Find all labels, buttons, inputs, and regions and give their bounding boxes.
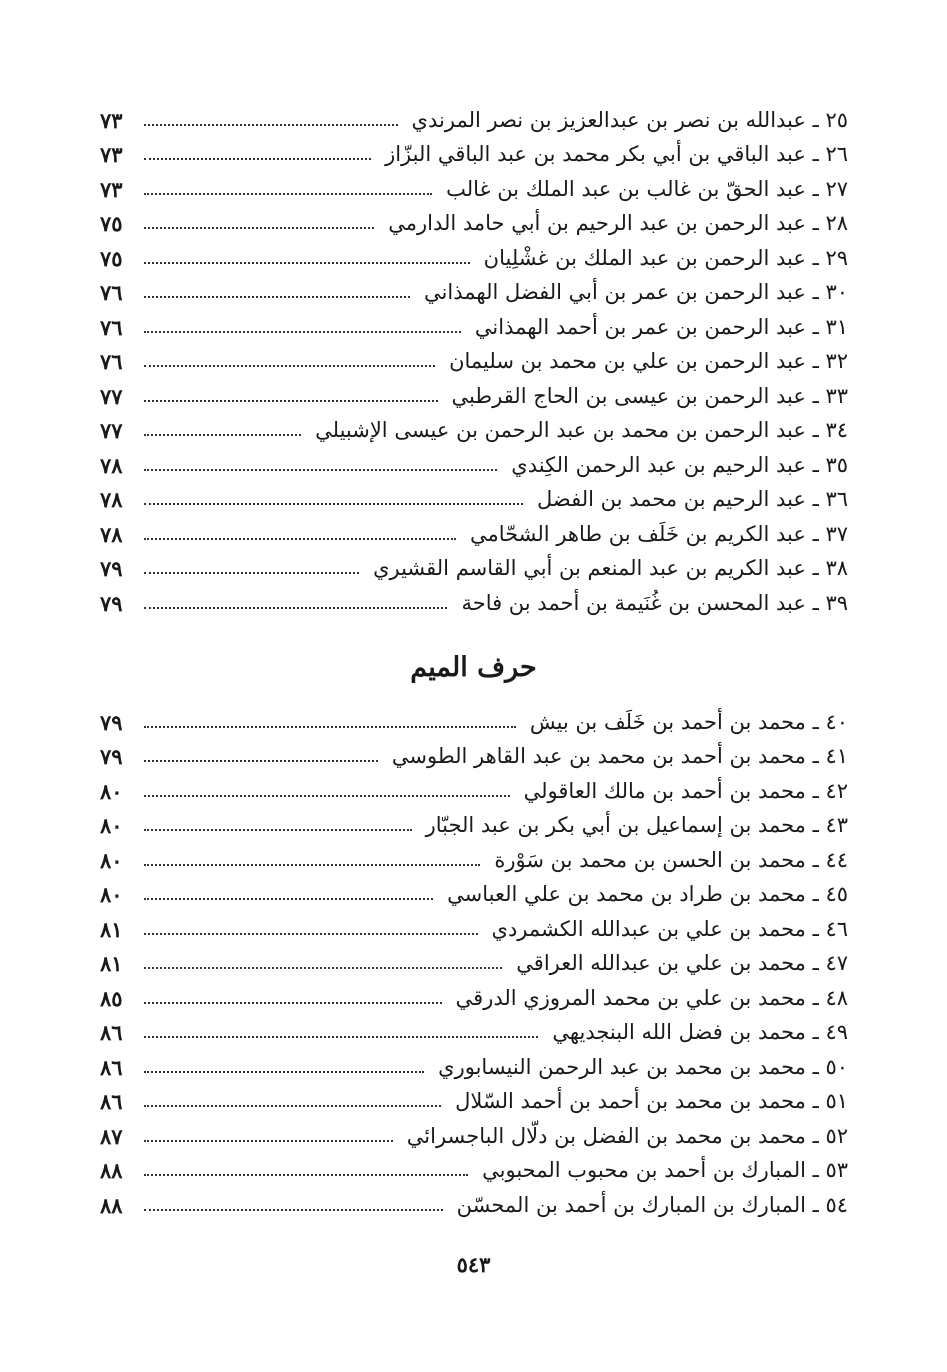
entry-title: ٤٣ ـ محمد بن إسماعيل بن أبي بكر بن عبد الجبّار <box>425 813 848 837</box>
entry-page-number: ٧٨ <box>100 487 123 512</box>
entry-title: ٤٨ ـ محمد بن علي بن محمد المروزي الدرقي <box>455 985 848 1010</box>
dot-leader <box>144 1035 538 1038</box>
dot-leader <box>144 330 461 333</box>
entry-title: ٤٤ ـ محمد بن الحسن بن محمد بن سَوْرة <box>494 847 848 872</box>
toc-entry <box>100 905 848 940</box>
dot-leader <box>144 468 497 471</box>
entry-page-number: ٧٩ <box>100 590 123 616</box>
entry-title: ٣٩ ـ عبد المحسن بن غُنَيمة بن أحمد بن فاحة <box>461 590 848 615</box>
entry-page-number: ٧٦ <box>100 280 123 305</box>
entry-page-number: ٨٥ <box>100 985 123 1011</box>
dot-leader <box>144 1070 424 1073</box>
dot-leader <box>144 571 359 574</box>
toc-entry <box>100 767 848 802</box>
toc-entry <box>100 940 848 975</box>
entry-title: ٢٨ ـ عبد الرحمن بن عبد الرحيم بن أبي حامد الدارمي <box>388 211 848 235</box>
entry-title: ٣٧ ـ عبد الكريم بن خَلَف بن طاهر الشحّامي <box>469 521 848 546</box>
entry-page-number: ٧٣ <box>100 107 123 133</box>
toc-entry <box>100 698 848 733</box>
entry-page-number: ٧٩ <box>100 744 123 769</box>
dot-leader <box>144 123 398 126</box>
entry-page-number: ٧٩ <box>100 709 123 735</box>
entry-title: ٣٥ ـ عبد الرحيم بن عبد الرحمن الكِندي <box>511 452 848 477</box>
toc-entry <box>100 303 848 338</box>
entry-title: ٣٦ ـ عبد الرحيم بن محمد بن الفضل <box>536 487 848 511</box>
toc-entry <box>100 234 848 269</box>
dot-leader <box>144 364 435 367</box>
toc-entry <box>100 733 848 768</box>
entry-page-number: ٨٦ <box>100 1089 123 1114</box>
dot-leader <box>144 759 378 762</box>
dot-leader <box>144 1001 442 1004</box>
entry-page-number: ٧٥ <box>100 211 123 236</box>
toc-entry <box>100 96 848 131</box>
entry-title: ٣٠ ـ عبد الرحمن بن عمر بن أبي الفضل الهمذاني <box>424 280 848 304</box>
dot-leader <box>144 226 374 229</box>
entry-page-number: ٨٧ <box>100 1123 123 1149</box>
toc-entry <box>100 1147 848 1182</box>
dot-leader <box>144 261 470 264</box>
dot-leader <box>144 399 438 402</box>
toc-entry <box>100 372 848 407</box>
entry-title: ٢٧ ـ عبد الحقّ بن غالب بن عبد الملك بن غالب <box>446 176 848 201</box>
entry-page-number: ٧٨ <box>100 521 123 547</box>
entry-page-number: ٧٣ <box>100 142 123 167</box>
dot-leader <box>144 433 301 436</box>
toc-entry <box>100 510 848 545</box>
entry-title: ٥٢ ـ محمد بن محمد بن الفضل بن دلّال الباجسرائي <box>406 1123 848 1148</box>
toc-list-ain <box>100 96 848 614</box>
toc-entry <box>100 579 848 614</box>
entry-title: ٢٥ ـ عبدالله بن نصر بن عبدالعزيز بن نصر المرندي <box>411 107 848 132</box>
dot-leader <box>144 932 478 935</box>
entry-title: ٤٥ ـ محمد بن طراد بن محمد بن علي العباسي <box>447 882 848 906</box>
entry-title: ٣١ ـ عبد الرحمن بن عمر بن أحمد الهمذاني <box>474 314 848 339</box>
entry-title: ٣٣ ـ عبد الرحمن بن عيسى بن الحاج القرطبي <box>451 383 848 408</box>
entry-title: ٢٦ ـ عبد الباقي بن أبي بكر محمد بن عبد الباقي البزّاز <box>385 142 848 166</box>
toc-entry <box>100 131 848 166</box>
toc-entry <box>100 476 848 511</box>
toc-entry <box>100 1009 848 1044</box>
entry-title: ٢٩ ـ عبد الرحمن بن عبد الملك بن غشْلِيان <box>483 245 848 270</box>
entry-page-number: ٧٦ <box>100 314 123 340</box>
dot-leader <box>144 606 447 609</box>
toc-entry <box>100 441 848 476</box>
entry-page-number: ٧٨ <box>100 452 123 478</box>
entry-page-number: ٧٦ <box>100 349 123 374</box>
entry-page-number: ٨٠ <box>100 847 123 873</box>
entry-title: ٤٦ ـ محمد بن علي بن عبدالله الكشمردي <box>491 916 848 941</box>
toc-entry <box>100 1181 848 1216</box>
dot-leader <box>144 157 371 160</box>
toc-list-mim <box>100 698 848 1216</box>
toc-entry <box>100 165 848 200</box>
entry-page-number: ٧٩ <box>100 556 123 581</box>
dot-leader <box>144 1139 393 1142</box>
toc-entry <box>100 802 848 837</box>
dot-leader <box>144 863 480 866</box>
entry-page-number: ٨٨ <box>100 1158 123 1183</box>
dot-leader <box>144 828 412 831</box>
toc-entry <box>100 338 848 373</box>
entry-title: ٣٢ ـ عبد الرحمن بن علي بن محمد بن سليمان <box>449 349 848 373</box>
dot-leader <box>144 1104 441 1107</box>
entry-page-number: ٨٨ <box>100 1192 123 1218</box>
toc-entry <box>100 1112 848 1147</box>
entry-title: ٥٣ ـ المبارك بن أحمد بن محبوب المحبوبي <box>482 1158 848 1182</box>
dot-leader <box>144 1173 468 1176</box>
entry-page-number: ٨١ <box>100 916 123 942</box>
dot-leader <box>144 897 433 900</box>
entry-page-number: ٧٧ <box>100 383 123 409</box>
toc-entry <box>100 836 848 871</box>
entry-page-number: ٨٠ <box>100 778 123 804</box>
page-number: ٥٤٣ <box>456 1252 491 1277</box>
entry-page-number: ٧٥ <box>100 245 123 271</box>
dot-leader <box>144 192 432 195</box>
toc-entry <box>100 545 848 580</box>
entry-page-number: ٨٠ <box>100 882 123 907</box>
entry-page-number: ٨٦ <box>100 1054 123 1080</box>
toc-entry <box>100 871 848 906</box>
entry-title: ٥١ ـ محمد بن محمد بن أحمد بن أحمد السّلال <box>455 1089 848 1113</box>
dot-leader <box>144 295 410 298</box>
toc-entry <box>100 200 848 235</box>
toc-entry <box>100 407 848 442</box>
entry-title: ٥٤ ـ المبارك بن المبارك بن أحمد بن المحسّن <box>456 1192 848 1217</box>
entry-title: ٤٠ ـ محمد بن أحمد بن خَلَف بن بيش <box>529 709 848 734</box>
dot-leader <box>144 725 516 728</box>
dot-leader <box>144 966 502 969</box>
entry-page-number: ٨٠ <box>100 813 123 838</box>
entry-page-number: ٧٣ <box>100 176 123 202</box>
section-heading: حرف الميم <box>410 652 537 683</box>
entry-page-number: ٧٧ <box>100 418 123 443</box>
toc-entry <box>100 1078 848 1113</box>
entry-title: ٣٤ ـ عبد الرحمن بن محمد بن عبد الرحمن بن عيسى الإشبيلي <box>315 418 848 442</box>
dot-leader <box>144 537 456 540</box>
dot-leader <box>144 1208 443 1211</box>
dot-leader <box>144 502 523 505</box>
dot-leader <box>144 794 510 797</box>
toc-entry <box>100 1043 848 1078</box>
entry-title: ٤٢ ـ محمد بن أحمد بن مالك العاقولي <box>523 778 848 803</box>
entry-title: ٤١ ـ محمد بن أحمد بن محمد بن عبد القاهر الطوسي <box>391 744 848 768</box>
entry-title: ٥٠ ـ محمد بن محمد بن عبد الرحمن النيسابوري <box>438 1054 848 1079</box>
entry-title: ٤٧ ـ محمد بن علي بن عبدالله العراقي <box>516 951 848 975</box>
entry-title: ٣٨ ـ عبد الكريم بن عبد المنعم بن أبي القاسم القشيري <box>373 556 848 580</box>
entry-title: ٤٩ ـ محمد بن فضل الله البنجديهي <box>552 1020 848 1044</box>
toc-entry <box>100 974 848 1009</box>
entry-page-number: ٨٦ <box>100 1020 123 1045</box>
entry-page-number: ٨١ <box>100 951 123 976</box>
toc-entry <box>100 269 848 304</box>
